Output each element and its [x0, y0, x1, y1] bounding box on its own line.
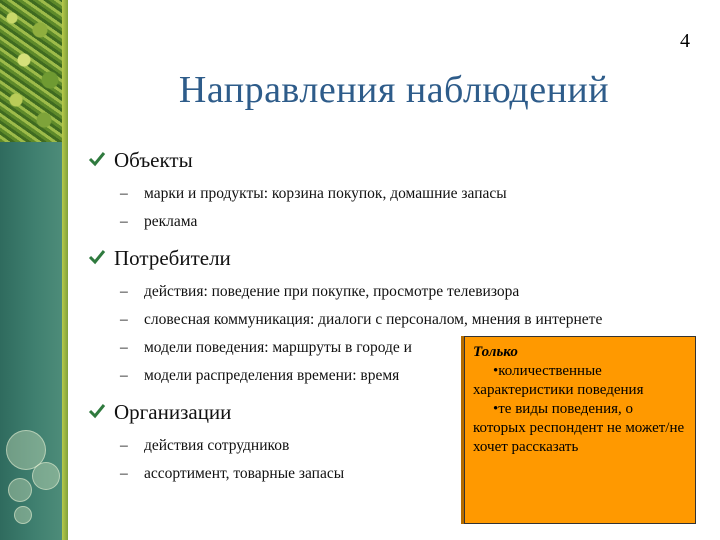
sub-bullet-text: словесная коммуникация: диалоги с персоналом, мнения в интернете	[144, 311, 603, 328]
foliage-image	[0, 0, 62, 142]
sub-bullet-text: ассортимент, товарные запасы	[144, 465, 345, 482]
sub-bullet-text: модели поведения: маршруты в городе и	[144, 339, 412, 356]
sub-bullet-text: действия: поведение при покупке, просмотре телевизора	[144, 283, 520, 300]
sub-bullet-text: модели распределения времени: время	[144, 367, 400, 384]
callout-box	[464, 336, 696, 524]
bullet-objects	[88, 148, 688, 172]
sub-bullet: – марки и продукты: корзина покупок, домашние запасы	[120, 185, 507, 202]
decor-circle	[14, 506, 32, 524]
page-title: Направления наблюдений	[178, 69, 610, 111]
sub-bullet: – модели поведения: маршруты в городе и	[120, 339, 412, 356]
sub-bullet: – ассортимент, товарные запасы	[120, 465, 345, 482]
sub-bullet: – действия сотрудников	[120, 437, 290, 454]
decor-circle	[32, 462, 60, 490]
sub-bullet: – модели распределения времени: время	[120, 367, 400, 384]
bullet-label: Объекты	[114, 148, 193, 172]
bullet-consumers	[88, 246, 688, 270]
checkmark-icon	[88, 150, 106, 168]
bullet-label: Потребители	[114, 246, 231, 270]
sub-bullet: – действия: поведение при покупке, просмотре телевизора	[120, 283, 520, 300]
callout-heading: Только	[473, 344, 518, 360]
callout-item: •те виды поведения, о которых респондент не может/не хочет рассказать	[473, 401, 685, 455]
checkmark-icon	[88, 402, 106, 420]
callout-item: •количественные характеристики поведения	[473, 363, 644, 398]
sub-bullet: – реклама	[120, 213, 198, 230]
bullet-label: Организации	[114, 400, 232, 424]
page-number: 4	[680, 30, 690, 52]
decorative-sidebar	[0, 0, 62, 540]
sub-bullet-text: реклама	[144, 213, 198, 230]
sub-bullet: – словесная коммуникация: диалоги с персоналом, мнения в интернете	[120, 311, 603, 328]
sub-bullet-text: марки и продукты: корзина покупок, домашние запасы	[144, 185, 507, 202]
checkmark-icon	[88, 248, 106, 266]
sub-bullet-text: действия сотрудников	[144, 437, 290, 454]
decor-circle	[8, 478, 32, 502]
